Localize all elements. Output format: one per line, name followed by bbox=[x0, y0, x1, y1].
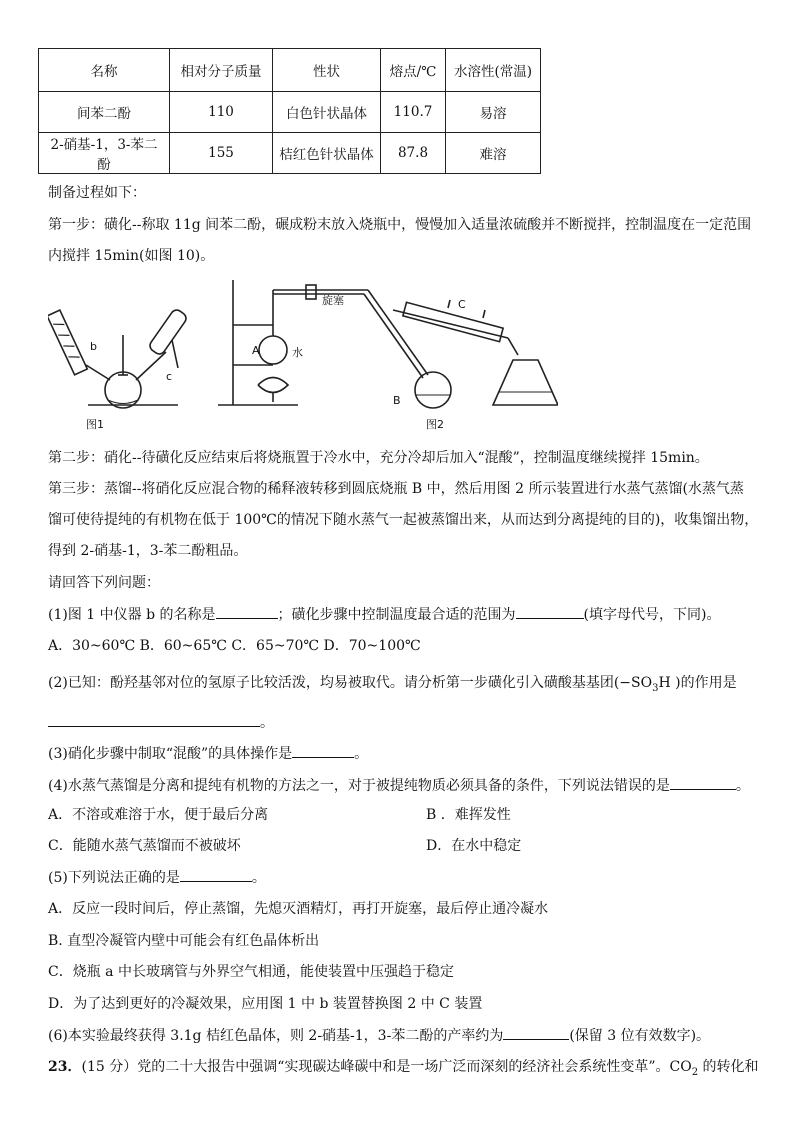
table-cell: 难溶 bbox=[446, 133, 541, 174]
q1-text-c: (填字母代号，下同)。 bbox=[583, 607, 721, 623]
label-B: B bbox=[393, 394, 401, 407]
apparatus-figure bbox=[48, 280, 558, 440]
q4-option-c: C．能随水蒸气蒸馏而不被破坏 bbox=[48, 838, 241, 854]
table-cell: 110 bbox=[170, 92, 273, 133]
step1-line2: 内搅拌 15min(如图 10)。 bbox=[48, 248, 215, 264]
table-header-cell: 水溶性(常温) bbox=[446, 49, 541, 92]
question-prompt: 请回答下列问题： bbox=[48, 575, 160, 591]
q2-text-a: (2)已知：酚羟基邻对位的氢原子比较活泼，均易被取代。请分析第一步磺化引入磺酸基基团(−SO bbox=[48, 675, 653, 691]
label-C: C bbox=[458, 298, 466, 311]
q5-blank[interactable] bbox=[180, 867, 252, 882]
label-fig2: 图2 bbox=[426, 418, 444, 431]
q1-options: A．30~60℃ B．60~65℃ C．65~70℃ D．70~100℃ bbox=[48, 638, 421, 654]
q5-option-d: D．为了达到更好的冷凝效果，应用图 1 中 b 装置替换图 2 中 C 装置 bbox=[48, 996, 483, 1012]
label-A: A bbox=[252, 344, 260, 357]
q4-option-d: D．在水中稳定 bbox=[426, 838, 522, 854]
table-cell: 桔红色针状晶体 bbox=[273, 133, 381, 174]
q2-answer-line bbox=[48, 712, 274, 733]
question-1 bbox=[48, 604, 720, 625]
step3-line3: 得到 2-硝基-1，3-苯二酚粗品。 bbox=[48, 543, 248, 559]
step3-line2: 馏可使待提纯的有机物在低于 100℃的情况下随水蒸气一起被蒸馏出来，从而达到分离提纯的目的)，收集馏出物， bbox=[48, 512, 759, 528]
q2-end: 。 bbox=[260, 715, 274, 731]
table-cell: 155 bbox=[170, 133, 273, 174]
question-2 bbox=[48, 673, 737, 699]
q4-option-a: A．不溶或难溶于水，便于最后分离 bbox=[48, 807, 269, 823]
q1-blank-2[interactable] bbox=[516, 604, 584, 619]
properties-table bbox=[38, 48, 541, 174]
q5-option-a: A．反应一段时间后，停止蒸馏，先熄灭酒精灯，再打开旋塞，最后停止通冷凝水 bbox=[48, 901, 549, 917]
step2-text: 第二步：硝化--待磺化反应结束后将烧瓶置于冷水中，充分冷却后加入“混酸”，控制温度继续搅拌 15min。 bbox=[48, 450, 709, 466]
intro-text: 制备过程如下： bbox=[48, 185, 146, 201]
table-cell: 87.8 bbox=[381, 133, 446, 174]
q2-subscript: 3 bbox=[652, 682, 659, 694]
step1-line1: 第一步：磺化--称取 11g 间苯二酚，碾成粉末放入烧瓶中，慢慢加入适量浓硫酸并不断搅拌，控制温度在一定范围 bbox=[48, 217, 752, 233]
table-cell: 间苯二酚 bbox=[39, 92, 170, 133]
q1-blank-1[interactable] bbox=[216, 604, 278, 619]
label-b: b bbox=[90, 340, 97, 353]
q1-text-a: (1)图 1 中仪器 b 的名称是 bbox=[48, 607, 216, 623]
question-6 bbox=[48, 1025, 710, 1046]
q5-option-b: B. 直型冷凝管内壁中可能会有红色晶体析出 bbox=[48, 933, 320, 949]
label-valve: 旋塞 bbox=[322, 294, 344, 307]
q4-text: (4)水蒸气蒸馏是分离和提纯有机物的方法之一，对于被提纯物质必须具备的条件，下列说法错误的是 bbox=[48, 778, 670, 794]
question-4 bbox=[48, 775, 750, 796]
q5-option-c: C．烧瓶 a 中长玻璃管与外界空气相通，能使装置中压强趋于稳定 bbox=[48, 964, 454, 980]
q3-end: 。 bbox=[354, 746, 369, 762]
label-fig1: 图1 bbox=[86, 418, 104, 431]
table-header-cell: 相对分子质量 bbox=[170, 49, 273, 92]
q23-text-b: 的转化和 bbox=[698, 1059, 759, 1075]
q2-text-b: H )的作用是 bbox=[658, 675, 737, 691]
q1-text-b: ；磺化步骤中控制温度最合适的范围为 bbox=[277, 607, 516, 623]
q23-subscript: 2 bbox=[691, 1066, 699, 1078]
table-row bbox=[39, 133, 541, 174]
q23-number: 23． bbox=[48, 1059, 82, 1075]
q6-text-a: (6)本实验最终获得 3.1g 桔红色晶体，则 2-硝基-1，3-苯二酚的产率约为 bbox=[48, 1028, 504, 1044]
question-5 bbox=[48, 867, 266, 888]
q23-text-a: (15 分）党的二十大报告中强调“实现碳达峰碳中和是一场广泛而深刻的经济社会系统性变革”。CO bbox=[81, 1059, 692, 1075]
question-23 bbox=[48, 1057, 759, 1083]
q4-option-b: B ．难挥发性 bbox=[426, 807, 511, 823]
q3-text: (3)硝化步骤中制取“混酸”的具体操作是 bbox=[48, 746, 293, 762]
table-header-row bbox=[39, 49, 541, 92]
q4-blank[interactable] bbox=[670, 775, 736, 790]
q6-blank[interactable] bbox=[503, 1025, 569, 1040]
table-cell: 2-硝基-1，3-苯二酚 bbox=[39, 133, 170, 174]
table-cell: 白色针状晶体 bbox=[273, 92, 381, 133]
label-water: 水 bbox=[292, 346, 303, 359]
question-3 bbox=[48, 743, 368, 764]
table-header-cell: 名称 bbox=[39, 49, 170, 92]
apparatus-diagram bbox=[48, 280, 558, 440]
table-row bbox=[39, 92, 541, 133]
table-header-cell: 熔点/℃ bbox=[381, 49, 446, 92]
q2-blank[interactable] bbox=[48, 712, 260, 727]
q5-text: (5)下列说法正确的是 bbox=[48, 870, 180, 886]
q6-text-b: (保留 3 位有效数字)。 bbox=[569, 1028, 711, 1044]
q3-blank[interactable] bbox=[292, 743, 354, 758]
table-cell: 110.7 bbox=[381, 92, 446, 133]
step3-line1: 第三步：蒸馏--将硝化反应混合物的稀释液转移到圆底烧瓶 B 中，然后用图 2 所示装置进行水蒸气蒸馏(水蒸气蒸 bbox=[48, 481, 744, 497]
q4-end: 。 bbox=[735, 778, 750, 794]
table-cell: 易溶 bbox=[446, 92, 541, 133]
table-header-cell: 性状 bbox=[273, 49, 381, 92]
label-c: c bbox=[166, 370, 173, 383]
q5-end: 。 bbox=[251, 870, 266, 886]
